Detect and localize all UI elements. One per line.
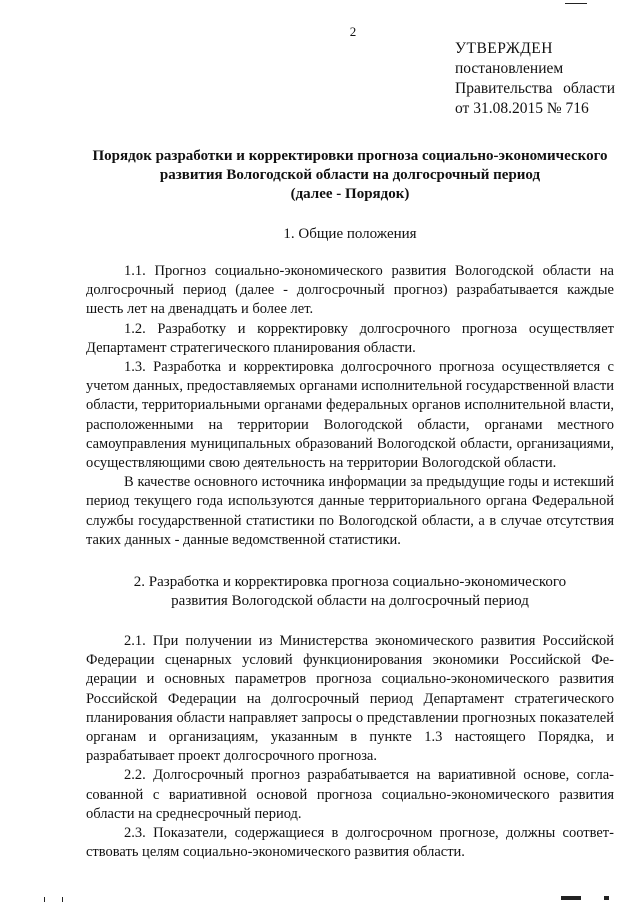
approval-date-line: от 31.08.2015 № 716 (455, 100, 589, 117)
title-line: (далее - Порядок) (290, 186, 410, 202)
paragraph-1-3: 1.3. Разработка и корректировка долгосрочного прогноза осуществляется с учетом данных, предоставляемых органами исполнительной государственной власти области, территориальными органами федеральных органов исполнительной власти, расположенными на территории Вологодской области, органами местного самоуправления муниципальных образований Вологодской области, организациями, осуществляющими свою деятельность на территории Вологодской области. (86, 359, 614, 472)
approval-org-word: Правительства (455, 80, 553, 97)
paragraph-2-2: 2.2. Долгосрочный прогноз разрабатывается на вариативной основе, согласованной с вариативной основой прогноза социально-экономического развития области на среднесрочный период. (86, 767, 614, 822)
paragraph-1-2: 1.2. Разработку и корректировку долгосрочного прогноза осуществляет Департамент стратегического планирования области. (86, 320, 614, 356)
approval-org-line (455, 79, 615, 99)
paragraph-2-1: 2.1. При получении из Министерства экономического развития Российской Федерации сценарных условий функционирования экономики Российской Федерации и основных параметров прогноза социально-экономического развития Российской Федерации на долгосрочный период Департамент стратегического планирования области направляет запросы о представлении прогнозных показателей органам и организациям, указанным в пункте 1.3 настоящего Порядка, и разрабатывает проект долгосрочного прогноза. (86, 633, 614, 765)
section-2-body (86, 632, 614, 862)
section-2-heading-line: развития Вологодской области на долгосрочный период (171, 593, 529, 609)
section-1-body (86, 262, 614, 550)
page-number: 2 (349, 24, 357, 39)
scan-artifact-bottom-left (44, 897, 45, 902)
paragraph-1-4: В качестве основного источника информации за предыдущие годы и истекший период текущего года используются данные территориального органа Федеральной службы государственной статистики по Вологодской области, а в случае отсутствия таких данных - данные ведомственной статистики. (86, 474, 614, 548)
section-2-heading-line: 2. Разработка и корректировка прогноза социально-экономического (133, 574, 567, 590)
approval-line: постановлением (455, 60, 564, 77)
scan-artifact-bottom-right (604, 896, 609, 900)
scan-artifact-bottom-left (62, 897, 63, 902)
paragraph-1-1: 1.1. Прогноз социально-экономического развития Вологодской области на долгосрочный период (далее - долгосрочный прогноз) разрабатывается каждые шесть лет на двенадцать и более лет. (86, 263, 614, 318)
approval-stamp (455, 39, 615, 119)
document-title (86, 147, 614, 204)
approval-org-word: области (563, 80, 615, 97)
approval-title: УТВЕРЖДЕН (455, 40, 553, 57)
title-line: Порядок разработки и корректировки прогноза социально-экономического (92, 148, 608, 164)
scan-artifact-bottom-right (561, 896, 581, 900)
paragraph-2-3: 2.3. Показатели, содержащиеся в долгосрочном прогнозе, должны соответствовать целям социально-экономического развития области. (86, 825, 614, 861)
title-line: развития Вологодской области на долгосрочный период (159, 167, 541, 183)
scan-artifact-top (565, 3, 587, 4)
section-2-heading (86, 573, 614, 611)
section-1-heading: 1. Общие положения (283, 226, 417, 242)
